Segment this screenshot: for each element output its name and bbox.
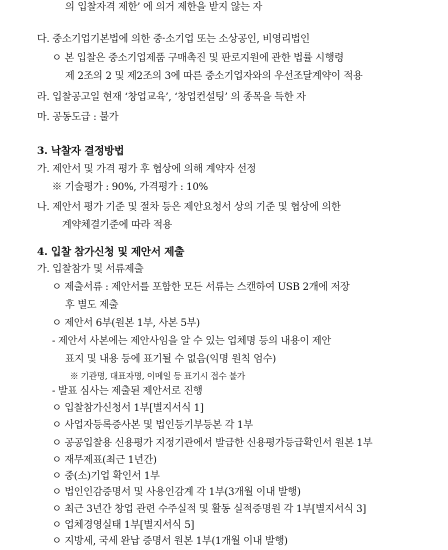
text-line: 다. 중소기업기본법에 의한 중·소기업 또는 소상공인, 비영리법인 bbox=[37, 33, 310, 45]
section-heading: 4. 입찰 참가신청 및 제안서 제출 bbox=[37, 246, 185, 258]
text-line: ㅇ 재무제표(최근 1년간) bbox=[52, 454, 157, 466]
text-line: ㅇ 제안서 6부(원본 1부, 사본 5부) bbox=[52, 318, 200, 330]
text-line: ㅇ 본 입찰은 중소기업제품 구매촉진 및 판로지원에 관한 법률 시행령 bbox=[52, 52, 344, 64]
text-line: ㅇ 법인인감증명서 및 사용인감계 각 1부(3개월 이내 발행) bbox=[52, 487, 301, 499]
text-line: 마. 공동도급 : 불가 bbox=[37, 112, 119, 124]
text-line: - 제안서 사본에는 제안사임을 알 수 있는 업체명 등의 내용이 제안 bbox=[52, 336, 331, 348]
text-line: 라. 입찰공고일 현재 ‘창업교육’, ‘창업컨설팅’ 의 종목을 득한 자 bbox=[37, 91, 306, 103]
text-line: ㅇ 지방세, 국세 완납 증명서 원본 1부(1개월 이내 발행) bbox=[52, 536, 288, 547]
text-line: 제 2조의 2 및 제2조의 3에 따른 중소기업자와의 우선조달계약이 적용 bbox=[65, 70, 363, 82]
section-heading: 3. 낙찰자 결정방법 bbox=[37, 144, 125, 157]
text-line: ※ 기술평가 : 90%, 가격평가 : 10% bbox=[52, 181, 208, 193]
note-line: ※ 기관명, 대표자명, 이메일 등 표기시 접수 불가 bbox=[70, 371, 246, 382]
text-line: 가. 입찰참가 및 서류제출 bbox=[37, 264, 144, 275]
text-line: 가. 제안서 및 가격 평가 후 협상에 의해 계약자 선정 bbox=[37, 163, 256, 175]
text-line: 표지 및 내용 등에 표기될 수 없음(익명 원칙 엄수) bbox=[65, 353, 276, 365]
text-line: ㅇ 제출서류 : 제안서를 포함한 모든 서류는 스캔하여 USB 2개에 저장 bbox=[52, 282, 350, 294]
text-line: ㅇ 입찰참가신청서 1부[별지서식 1] bbox=[52, 403, 204, 415]
text-line: ㅇ 업체경영실태 1부[별지서식 5] bbox=[52, 519, 195, 531]
text-line: 후 별도 제출 bbox=[65, 300, 119, 312]
text-line: ㅇ 사업자등록증사본 및 법인등기부등본 각 1부 bbox=[52, 420, 253, 432]
text-line: 계약체결기준에 따라 적용 bbox=[62, 219, 173, 231]
text-line: 의 입찰자격 제한’ 에 의거 제한을 받지 않는 자 bbox=[65, 2, 263, 13]
text-line: ㅇ 중(소)기업 확인서 1부 bbox=[52, 470, 160, 482]
text-line: ㅇ 공공입찰용 신용평가 지정기관에서 발급한 신용평가등급확인서 원본 1부 bbox=[52, 437, 373, 449]
text-line: ㅇ 최근 3년간 창업 관련 수주실적 및 활동 실적증명원 각 1부[별지서식 3] bbox=[52, 503, 367, 515]
text-line: - 발표 심사는 제출된 제안서로 진행 bbox=[52, 386, 203, 397]
text-line: 나. 제안서 평가 기준 및 절차 등은 제안요청서 상의 기준 및 협상에 의한 bbox=[37, 201, 341, 213]
